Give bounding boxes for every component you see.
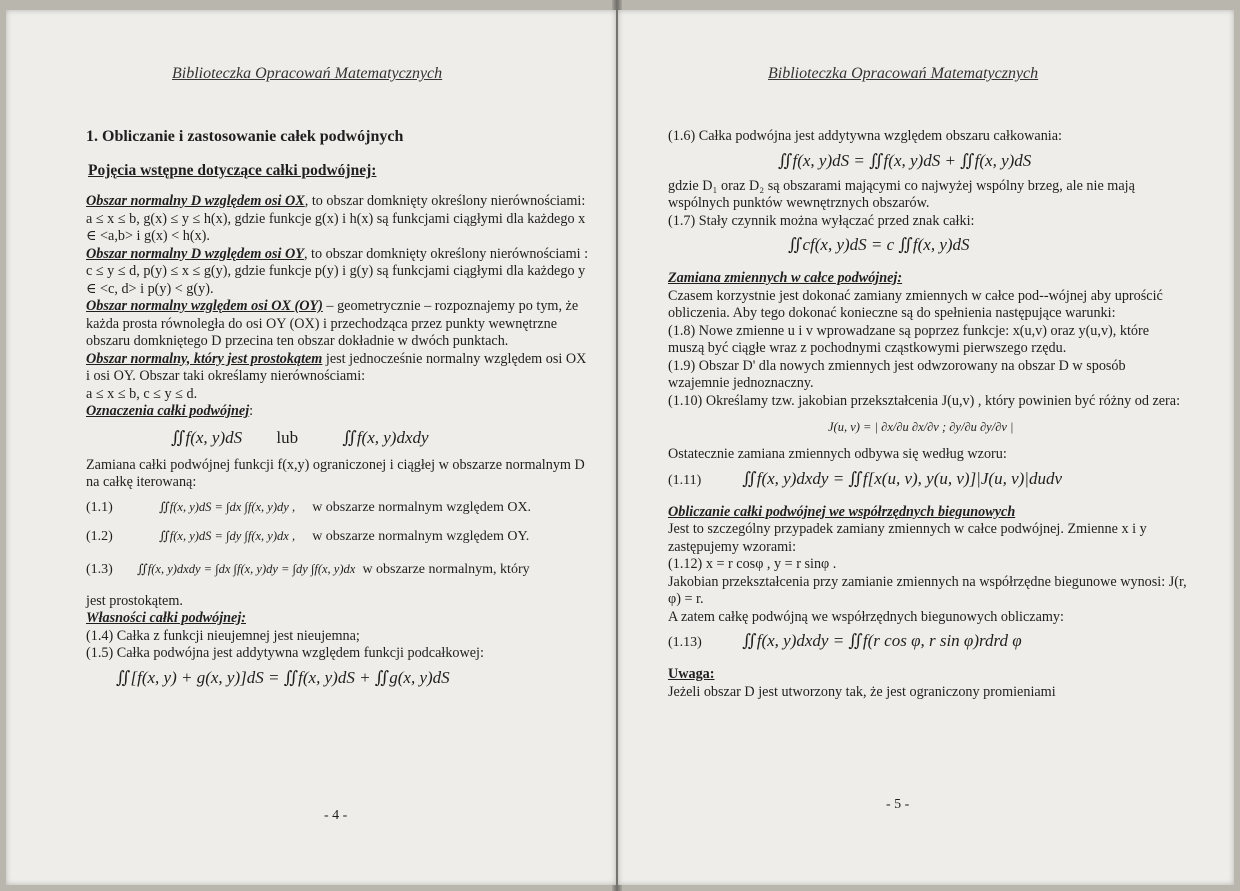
left-page-number: - 4 -: [324, 808, 348, 823]
right-page-content: [668, 128, 1188, 701]
notation: [86, 403, 591, 421]
change-variables-heading: Zamiana zmiennych w całce podwójnej:: [668, 270, 903, 286]
left-page-header: Biblioteczka Opracowań Matematycznych: [172, 65, 443, 82]
equation-1-11: [668, 468, 1188, 492]
polar-calc-text: A zatem całkę podwójną we współrzędnych biegunowych obliczamy:: [668, 608, 1064, 625]
definition-rectangle-term: Obszar normalny, który jest prostokątem: [86, 350, 323, 367]
definition-oy: [86, 246, 591, 299]
equation-1-2-number: (1.2): [86, 528, 113, 544]
notation-formula-a: ∬f(x, y)dS: [171, 427, 243, 447]
change-variables-text: Czasem korzystnie jest dokonać zamiany zmiennych w całce pod--wójnej aby uprościć obliczenia. Aby tego dokonać konieczne są do spełnienia następujące warunki:: [668, 287, 1163, 321]
equation-1-11-number: (1.11): [668, 472, 702, 488]
condition-1-10: (1.10) Określamy tzw. jakobian przekształcenia J(u,v) , który powinien być różny od zera:: [668, 392, 1181, 409]
definition-rectangle: [86, 351, 591, 386]
notation-formulas: [86, 427, 591, 449]
equation-1-1: [86, 496, 591, 519]
right-page: [618, 10, 1234, 885]
right-page-header: Biblioteczka Opracowań Matematycznych: [768, 65, 1039, 82]
right-page-number: - 5 -: [886, 797, 910, 812]
definition-oy-text: , to obszar domknięty określony nierównościami : c ≤ y ≤ d, p(y) ≤ x ≤ g(y), gdzie funkcje p(y) i g(y) są funkcjami ciągłymi dla każdego y ∈ <c, d> i p(y) < g(y).: [86, 245, 589, 297]
property-1-6-formula: ∬f(x, y)dS = ∬f(x, y)dS + ∬f(x, y)dS: [778, 150, 1032, 170]
equation-1-2-text: w obszarze normalnym względem OY.: [312, 528, 530, 544]
equation-1-13-number: (1.13): [668, 635, 702, 650]
property-1-5-formula: ∬[f(x, y) + g(x, y)]dS = ∬f(x, y)dS + ∬g(x, y)dS: [116, 667, 450, 687]
equation-1-13: [668, 630, 1188, 654]
property-1-6: (1.6) Całka podwójna jest addytywna względem obszaru całkowania:: [668, 128, 1062, 144]
equation-1-3: [86, 558, 591, 581]
equation-1-1-number: (1.1): [86, 499, 113, 515]
definition-oy-term: Obszar normalny D względem osi OY: [86, 245, 304, 262]
jacobian-formula: J(u, v) = | ∂x/∂u ∂x/∂v ; ∂y/∂u ∂y/∂v |: [828, 420, 1014, 434]
equation-1-1-text: w obszarze normalnym względem OX.: [312, 499, 532, 515]
equation-1-12: (1.12) x = r cosφ , y = r sinφ .: [668, 556, 837, 572]
notation-lub: lub: [276, 427, 299, 447]
equation-1-1-formula: ∬f(x, y)dS = ∫dx ∫f(x, y)dy ,: [159, 499, 296, 514]
equation-1-3-continued: jest prostokątem.: [86, 592, 183, 609]
equation-1-2: [86, 525, 591, 548]
definition-ox-term: Obszar normalny D względem osi OX: [86, 193, 305, 209]
condition-1-9: (1.9) Obszar D' dla nowych zmiennych jest odwzorowany na obszar D w sposób wzajemnie jednoznaczny.: [668, 357, 1126, 391]
definition-geometric-text: – geometrycznie – rozpoznajemy po tym, że każda prosta równoległa do osi OY (OX) i przechodząca przez punkty wewnętrzne obszaru domkniętego D przecina ten obszar dokładnie w dwóch punktach.: [86, 298, 579, 349]
left-page-content: [86, 128, 591, 695]
note-heading: Uwaga:: [668, 666, 715, 682]
left-page: [6, 10, 616, 885]
equation-1-3-text: w obszarze normalnym, który: [362, 561, 530, 577]
equation-1-3-number: (1.3): [86, 561, 113, 577]
section-title: 1. Obliczanie i zastosowanie całek podwójnych: [86, 128, 404, 145]
properties-heading: Własności całki podwójnej:: [86, 610, 247, 626]
property-1-7-formula: ∬cf(x, y)dS = c ∬f(x, y)dS: [788, 235, 970, 254]
condition-1-8: (1.8) Nowe zmienne u i v wprowadzane są poprzez funkcje: x(u,v) oraz y(u,v), które muszą być ciągłe wraz z pochodnymi cząstkowymi pierwszego rzędu.: [668, 322, 1150, 356]
definition-rectangle-text: jest jednocześnie normalny względem osi OX i osi OY. Obszar taki określamy nierównościami:: [86, 350, 587, 384]
note-text: Jeżeli obszar D jest utworzony tak, że jest ograniczony promieniami: [668, 683, 1056, 700]
polar-text: Jest to szczególny przypadek zamiany zmiennych w całce podwójnej. Zmienne x i y zastępujemy wzorami:: [668, 521, 1147, 555]
equation-1-13-formula: ∬f(x, y)dxdy = ∬f(r cos φ, r sin φ)rdrd φ: [742, 631, 1022, 650]
notation-colon: :: [249, 403, 254, 419]
polar-heading: Obliczanie całki podwójnej we współrzędnych biegunowych: [668, 503, 1016, 520]
property-1-5: (1.5) Całka podwójna jest addytywna względem funkcji podcałkowej:: [86, 645, 484, 661]
polar-jacobian-text: Jakobian przekształcenia przy zamianie zmiennych na współrzędne biegunowe wynosi: J(r, φ) = r.: [668, 573, 1187, 607]
concepts-heading: Pojęcia wstępne dotyczące całki podwójnej:: [88, 161, 377, 179]
notation-term: Oznaczenia całki podwójnej: [86, 403, 250, 419]
final-substitution-text: Ostatecznie zamiana zmiennych odbywa się według wzoru:: [668, 446, 1007, 462]
iterated-intro: Zamiana całki podwójnej funkcji f(x,y) ograniczonej i ciągłej w obszarze normalnym D na całkę iterowaną:: [86, 456, 585, 490]
property-1-7: (1.7) Stały czynnik można wyłączać przed znak całki:: [668, 212, 975, 229]
equation-1-2-formula: ∬f(x, y)dS = ∫dy ∫f(x, y)dx ,: [159, 528, 296, 543]
property-1-6-text: gdzie D₁ oraz D₂ są obszarami mającymi co najwyżej wspólny brzeg, ale nie mają wspólnych punktów wewnętrznych obszarów.: [668, 177, 1135, 211]
definition-geometric-term: Obszar normalny względem osi OX (OY): [86, 298, 323, 314]
notation-formula-b: ∬f(x, y)dxdy: [342, 427, 429, 447]
definition-geometric: [86, 298, 591, 351]
definition-ox: [86, 193, 591, 246]
equation-1-3-formula: ∬f(x, y)dxdy = ∫dx ∫f(x, y)dy = ∫dy ∫f(x, y)dx: [137, 561, 356, 576]
rectangle-inequalities: a ≤ x ≤ b, c ≤ y ≤ d.: [86, 385, 198, 402]
definition-ox-text: , to obszar domknięty określony nierównościami: a ≤ x ≤ b, g(x) ≤ y ≤ h(x), gdzie funkcje g(x) i h(x) są funkcjami ciągłymi dla każdego x ∈ <a,b> i g(x) < h(x).: [86, 193, 586, 244]
equation-1-11-formula: ∬f(x, y)dxdy = ∬f[x(u, v), y(u, v)]|J(u, v)|dudv: [742, 468, 1062, 488]
property-1-4: (1.4) Całka z funkcji nieujemnej jest nieujemna;: [86, 627, 360, 644]
